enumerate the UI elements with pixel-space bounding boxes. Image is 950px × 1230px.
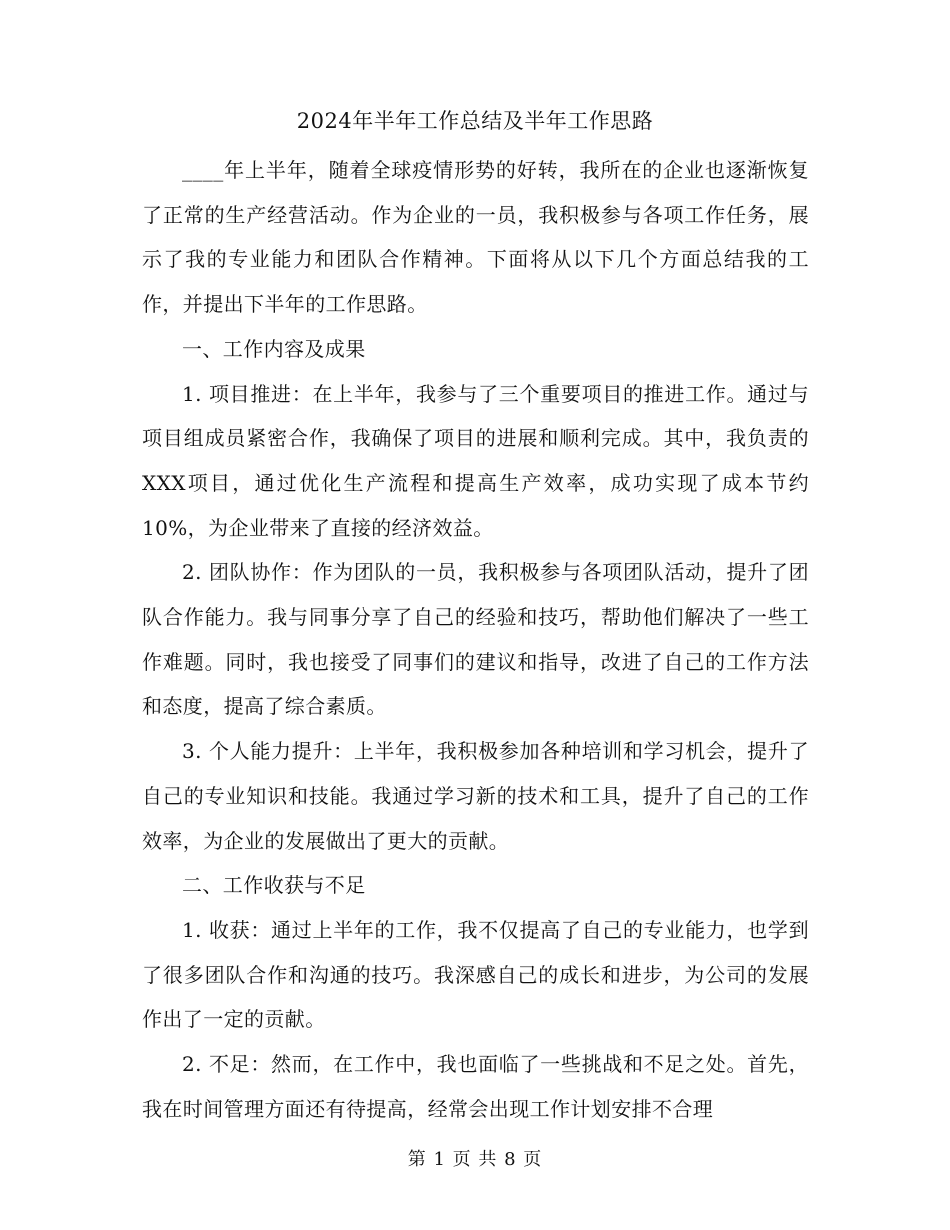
paragraph-team-collaboration: 2. 团队协作：作为团队的一员，我积极参与各项团队活动，提升了团队合作能力。我与同事分享了自己的经验和技巧，帮助他们解决了一些工作难题。同时，我也接受了同事们的建议和指导，改进了自己的工作方法和态度，提高了综合素质。 [142,560,809,719]
section-heading-work-content: 一、工作内容及成果 [182,336,366,361]
paragraph-gains: 1. 收获：通过上半年的工作，我不仅提高了自己的专业能力，也学到了很多团队合作和沟通的技巧。我深感自己的成长和进步，为公司的发展作出了一定的贡献。 [142,917,809,1032]
paragraph-personal-growth: 3. 个人能力提升：上半年，我积极参加各种培训和学习机会，提升了自己的专业知识和技能。我通过学习新的技术和工具，提升了自己的工作效率，为企业的发展做出了更大的贡献。 [142,739,809,853]
page-number-footer: 第 1 页 共 8 页 [407,1149,543,1170]
document-title: 2024年半年工作总结及半年工作思路 [296,109,654,133]
document-body [142,148,809,1131]
paragraph-project-progress: 1. 项目推进：在上半年，我参与了三个重要项目的推进工作。通过与项目组成员紧密合作，我确保了项目的进展和顺利完成。其中，我负责的XXX项目，通过优化生产流程和提高生产效率，成功实现了成本节约10%，为企业带来了直接的经济效益。 [142,381,809,540]
paragraph-shortcomings: 2. 不足：然而，在工作中，我也面临了一些挑战和不足之处。首先，我在时间管理方面还有待提高，经常会出现工作计划安排不合理 [142,1052,809,1121]
section-heading-gains-shortcomings: 二、工作收获与不足 [182,873,366,898]
intro-paragraph: ____年上半年，随着全球疫情形势的好转，我所在的企业也逐渐恢复了正常的生产经营活动。作为企业的一员，我积极参与各项工作任务，展示了我的专业能力和团队合作精神。下面将从以下几个方面总结我的工作，并提出下半年的工作思路。 [142,158,809,317]
